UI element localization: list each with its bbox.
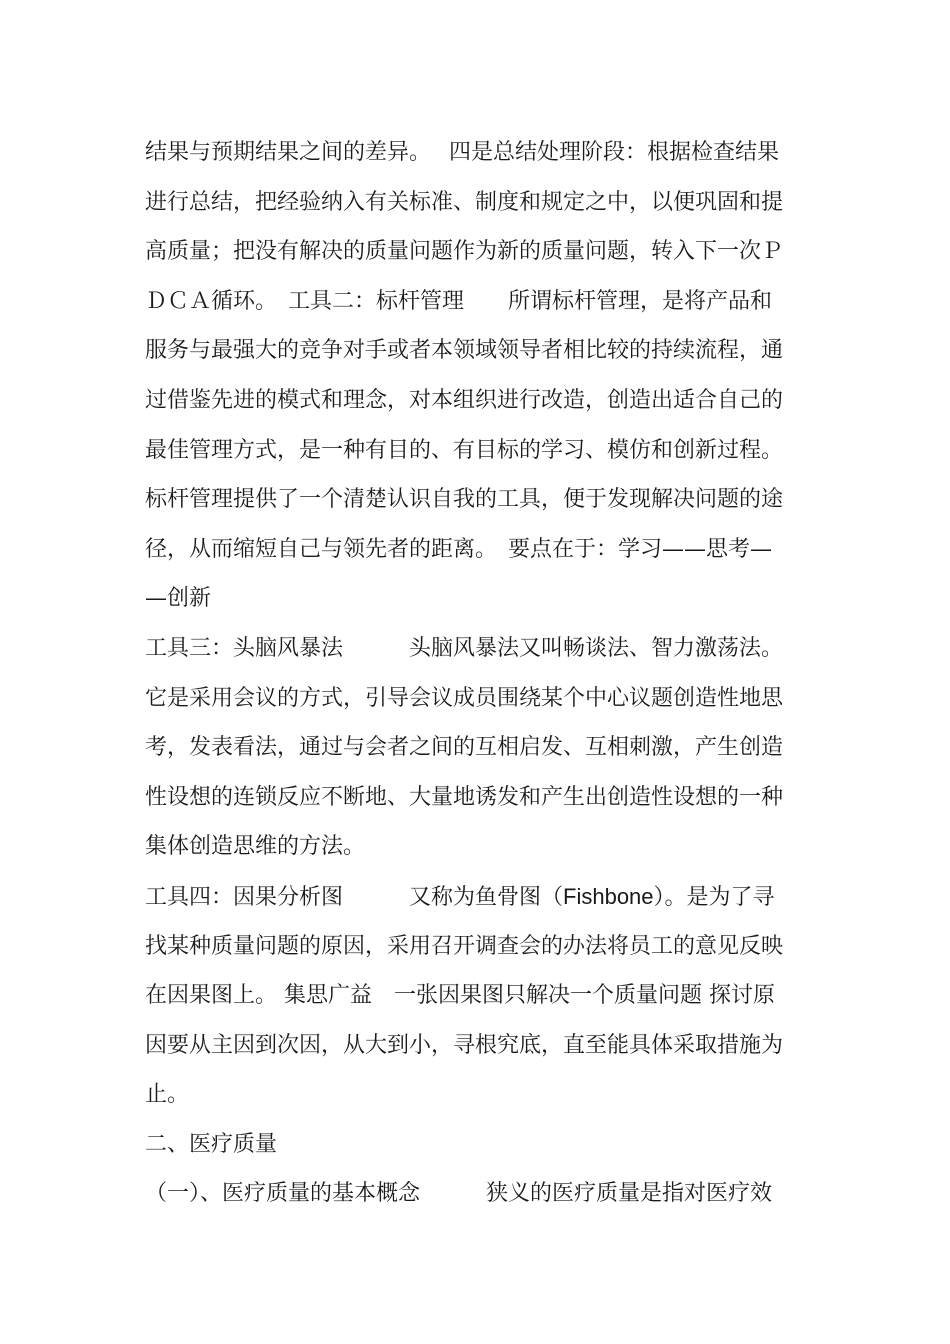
text-line: 过借鉴先进的模式和理念，对本组织进行改造，创造出适合自己的 (145, 387, 784, 413)
text-line: 因要从主因到次因，从大到小，寻根究底，直至能具体采取措施为 (145, 1032, 784, 1058)
text-line: 性设想的连锁反应不断地、大量地诱发和产生出创造性设想的一种 (145, 784, 784, 810)
text-line: 进行总结，把经验纳入有关标准、制度和规定之中，以便巩固和提 (145, 189, 784, 215)
text-line: 标杆管理提供了一个清楚认识自我的工具，便于发现解决问题的途 (145, 487, 784, 513)
body-text (145, 128, 815, 1219)
section-heading-medical-quality: 二、医疗质量 (145, 1131, 278, 1157)
text-segment: ）。是为了寻 (653, 884, 775, 910)
section-tool-three: 工具三：头脑风暴法 头脑风暴法又叫畅谈法、智力激荡法。 (145, 635, 784, 661)
text-line: 止。 (145, 1082, 190, 1108)
text-line: 考，发表看法，通过与会者之间的互相启发、互相刺激，产生创造 (145, 735, 784, 761)
text-line: 服务与最强大的竞争对手或者本领域领导者相比较的持续流程，通 (145, 338, 784, 364)
text-line: 高质量；把没有解决的质量问题作为新的质量问题，转入下一次Ｐ (145, 239, 784, 265)
subsection-heading: （一）、医疗质量的基本概念 狭义的医疗质量是指对医疗效 (145, 1181, 773, 1207)
text-segment: 工具四：因果分析图 又称为鱼骨图（ (145, 884, 564, 910)
text-line: 集体创造思维的方法。 (145, 834, 366, 860)
text-line: 找某种质量问题的原因，采用召开调查会的办法将员工的意见反映 (145, 933, 784, 959)
text-line: 在因果图上。 集思广益 一张因果图只解决一个质量问题 探讨原 (145, 983, 775, 1009)
text-line: 结果与预期结果之间的差异。 四是总结处理阶段：根据检查结果 (145, 140, 779, 165)
text-line: 最佳管理方式，是一种有目的、有目标的学习、模仿和创新过程。 (145, 437, 784, 463)
section-tool-four (145, 872, 815, 922)
text-line: 它是采用会议的方式，引导会议成员围绕某个中心议题创造性地思 (145, 685, 784, 711)
fishbone-term: Fishbone (563, 883, 654, 909)
text-line: ＤＣＡ循环。 工具二：标杆管理 所谓标杆管理，是将产品和 (145, 288, 773, 314)
text-line: 径，从而缩短自己与领先者的距离。 要点在于：学习——思考— (145, 536, 773, 562)
text-line: —创新 (145, 586, 212, 612)
